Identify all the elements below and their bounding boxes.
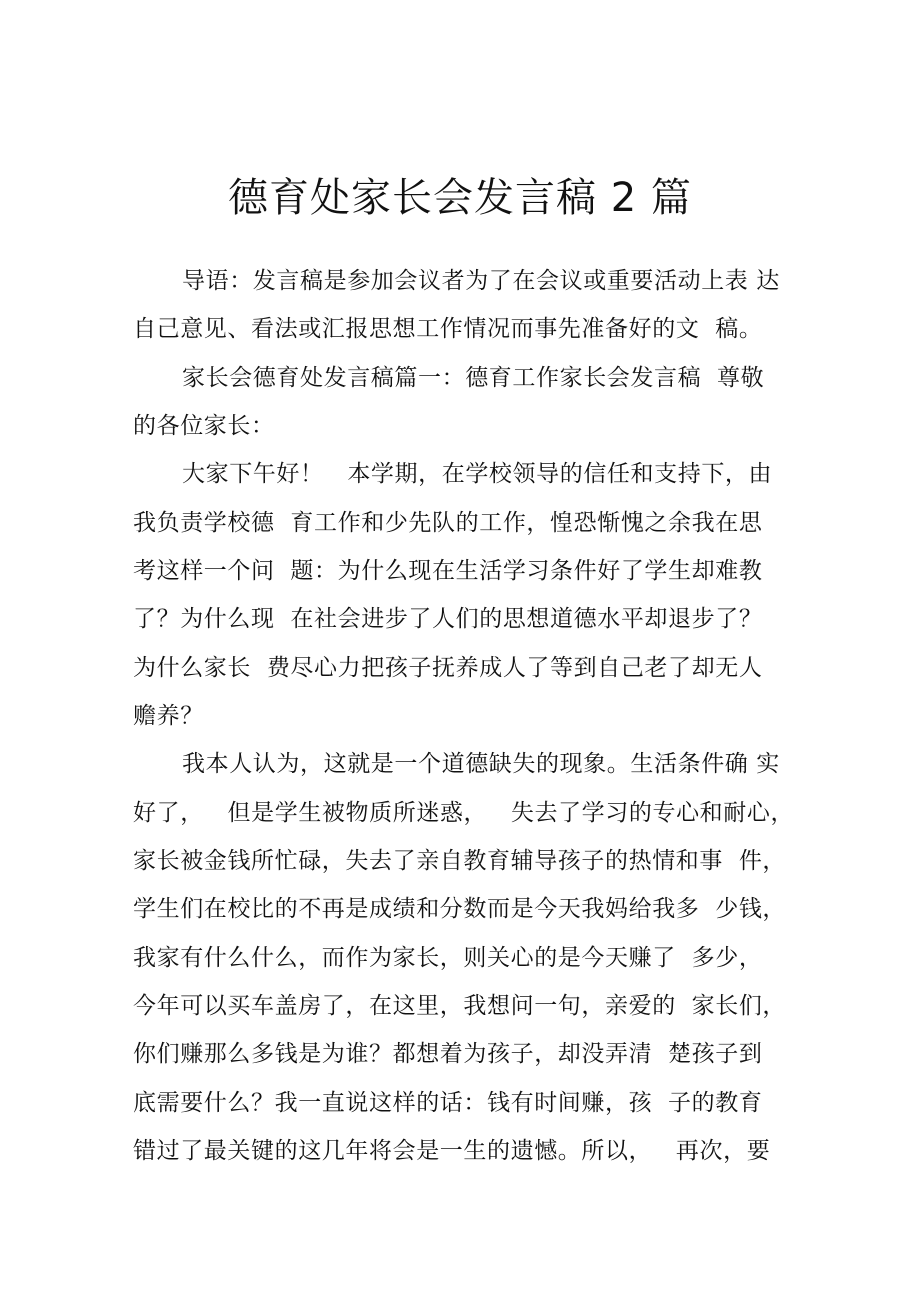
body-line: 学生们在校比的不再是成绩和分数而是今天我妈给我多 少钱， — [133, 896, 787, 922]
body-line: 考这样一个问 题：为什么现在生活学习条件好了学生却难教 — [133, 558, 763, 584]
body-line: 好了， 但是学生被物质所迷惑， 失去了学习的专心和耐心， — [133, 800, 795, 826]
body-line: 我本人认为，这就是一个道德缺失的现象。生活条件确 实 — [182, 751, 780, 777]
body-line: 赡养？ — [133, 703, 204, 729]
body-line: 今年可以买车盖房了，在这里，我想问一句，亲爱的 家长们， — [133, 993, 787, 1019]
body-line: 我家有什么什么，而作为家长，则关心的是今天赚了 多少， — [133, 945, 763, 971]
body-line: 的各位家长： — [133, 413, 275, 439]
body-line: 导语：发言稿是参加会议者为了在会议或重要活动上表 达 — [182, 268, 780, 294]
body-line: 家长被金钱所忙碌，失去了亲自教育辅导孩子的热情和事 件， — [133, 848, 787, 874]
page-title: 德育处家长会发言稿 2 篇 — [228, 175, 692, 221]
body-line: 错过了最关键的这几年将会是一生的遗憾。所以， 再次，要 — [133, 1138, 771, 1164]
body-line: 了？为什么现 在社会进步了人们的思想道德水平却退步了？ — [133, 606, 763, 632]
body-line: 你们赚那么多钱是为谁？都想着为孩子，却没弄清 楚孩子到 — [133, 1041, 763, 1067]
body-line: 为什么家长 费尽心力把孩子抚养成人了等到自己老了却无人 — [133, 655, 763, 681]
body-line: 大家下午好！ 本学期，在学校领导的信任和支持下，由 — [182, 461, 773, 487]
body-line: 自己意见、看法或汇报思想工作情况而事先准备好的文 稿。 — [133, 316, 763, 342]
body-line: 我负责学校德 育工作和少先队的工作，惶恐惭愧之余我在思 — [133, 510, 763, 536]
body-line: 底需要什么？我一直说这样的话：钱有时间赚，孩 子的教育 — [133, 1090, 763, 1116]
body-line: 家长会德育处发言稿篇一：德育工作家长会发言稿 尊敬 — [182, 365, 765, 391]
